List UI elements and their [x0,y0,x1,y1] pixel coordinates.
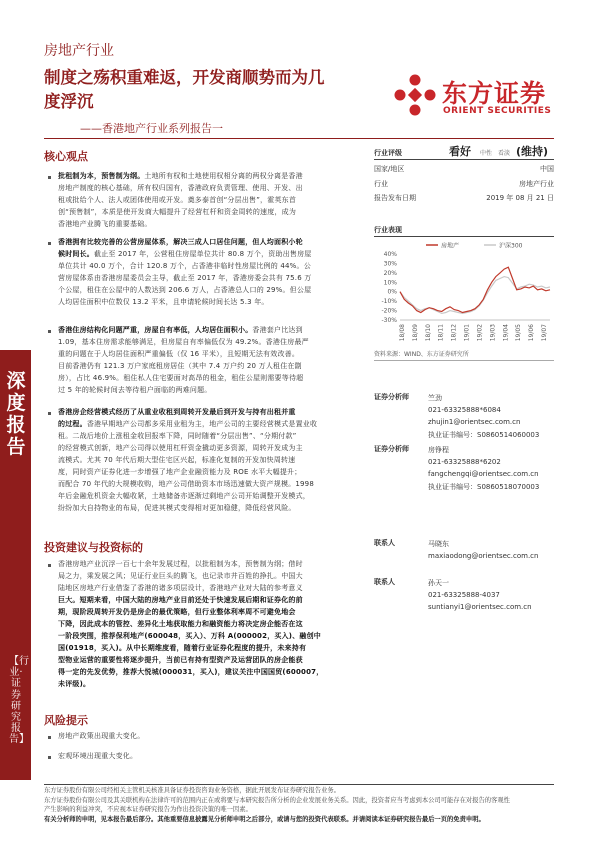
bullet [48,564,51,567]
text-line: 纷纷加大自持物业的布局，促进其模式变得相对更加稳健，降低经营风险。 [58,504,296,512]
disclaimer [44,786,554,824]
bullet [48,412,51,415]
contact-name: 孙天一 [428,579,449,587]
x-tick-label: 18/09 [411,324,419,342]
contact-name: 马晓东 [428,540,449,548]
text-line: 得一定的先发优势，推荐大悦城(000031，买入)，建议关注中国国贸(600007， [58,668,324,676]
industry-label: 房地产行业 [44,43,114,59]
analyst-cert: 执业证书编号：S0860514060003 [428,430,540,439]
industry-performance-chart [374,238,554,348]
contact-email[interactable]: suntianyi1@orientsec.com.cn [428,603,532,612]
legend-label: 房地产 [441,242,460,250]
core-view-4-bold: 香港房企经营模式经历了从重业收租到周转开发最后到开发与持有出租并重 [58,408,296,416]
report-series: ——香港地产行业系列报告一 [80,122,223,135]
disclaimer-line: 东方证券股份有限公司及其关联机构在法律许可的范围内正在或将要与本研究报告所分析的企业发展业务关系。因此，投资者应当考虑到本公司可能存在对报告的客观性 [44,796,510,804]
text-line: 土地所有权和土地使用权相分离的两权分离是香港 [144,172,303,180]
rating-row-value: 中国 [540,165,554,173]
analyst-1 [428,392,539,441]
investment-text [58,558,368,690]
analyst-cert: 执业证书编号：S0860518070003 [428,482,540,491]
y-tick-label: -30% [381,317,397,324]
rating-row-key: 报告发布日期 [374,194,416,202]
rating-value: 看好 [449,145,471,158]
y-tick-label: 30% [383,260,397,268]
analyst-email[interactable]: zhujin1@orientsec.com.cn [428,418,521,427]
text-line: 1.09，基本住房需求能够满足，但房屋自有率偏低仅为 49.2%。香港住房最严 [58,338,309,346]
core-view-3 [58,324,368,396]
chart-bottom-divider [374,360,554,361]
text-line: 人均居住面积中位数仅 13.2 平米，且申请轮候时间长达 5.3 年。 [58,298,269,306]
y-tick-label: 20% [383,269,397,277]
text-line: 房），占比 46.9%。租住私人住宅要面对高昂的租金，租住公屋则需要等待超 [58,374,304,382]
contact-role: 联系人 [374,539,395,547]
core-view-2 [58,236,368,308]
text-line: 个公屋，租住在公屋中的人数达到 206.6 万人，占香港总人口的 29%。但公屋 [58,286,312,294]
text-line: 度，同时资产证券化进一步增强了地产企业融资能力及 ROE 水平大幅提升； [58,468,302,476]
analyst-email[interactable]: fangchengqi@orientsec.com.cn [428,470,539,479]
footer-divider [44,784,554,785]
risk-item-2: 宏观环境出现重大变化。 [58,752,138,760]
core-view-4-bold2: 的过程。 [58,420,87,428]
text-line: 未评级)。 [58,680,91,688]
text-line: 型物业运营的重要性将逐步提升，当前已有持有型资产及运营团队的房企能获 [58,656,303,664]
x-tick-label: 19/04 [502,324,510,342]
bullet [48,330,51,333]
text-line: 租。二战后地价上涨租金收回报率下降，同时随着“分层出售”、“分期付款” [58,432,297,440]
core-view-3-bold: 香港住房结构化问题严重，房屋自有率低，人均居住面积小。 [58,326,253,334]
y-tick-label: 10% [383,279,397,287]
text-line: 而配合 70 年代的大规模收购，地产公司借助资本市场迅速做大资产规模。1998 [58,480,314,488]
text-line: 创“预售制”，本质是使开发商大幅提升了经营杠杆和资金周转的速度，成为 [58,208,297,216]
series-line-real-estate [400,267,550,312]
bullet [48,242,51,245]
text-line: 国(01918，买入)。从中长期维度看，随着行业证券化程度的提升，未来持有 [58,644,307,652]
text-line: 过 5 年的轮候时间去等待租户面临的两难问题。 [58,386,212,394]
text-line: 香港房地产业沉浮一百七十余年发展过程，以批租制为本，预售制为纲；借时 [58,560,303,568]
series-line-property [400,277,550,314]
text-line: 营房屋体系由香港房屋委员会主导，截止至 2017 年，香港房委会共有 75.6 万 [58,274,312,282]
report-category-label: 【行业·证券研究报告】 [9,656,29,746]
x-tick-label: 19/02 [476,324,484,342]
bullet [48,736,51,739]
rating-scale-negative: 看淡 [498,150,511,157]
core-view-4 [58,406,368,514]
text-line: 香港套户比达到 [252,326,303,334]
core-view-1-bold: 批租制为本，预售制为纲。 [58,172,145,180]
company-name-cn: 东方证券 [442,79,547,108]
legend-label: 沪深300 [499,242,523,250]
header-divider [44,138,554,139]
contact-1 [428,538,538,562]
core-view-1 [58,170,368,230]
x-tick-label: 18/08 [399,324,406,342]
rating-label: 行业评级 [374,149,402,157]
text-line: 的经营模式创新，地产公司得以使用杠杆资金撬动更多资源，周转开发成为主 [58,444,303,452]
y-tick-label: 40% [383,251,397,258]
text-line: 巨大。短期来看，中国大陆的房地产业目前还处于快速发展后期和证券化的前 [58,596,303,604]
x-tick-label: 19/05 [515,324,523,342]
text-line: 截止至 2017 年，公营租住房屋单位共计 80.8 万个，资助出售房屋 [94,250,312,258]
y-tick-label: -20% [381,307,397,315]
text-line: 年后金融危机资金大幅收紧，土地储备亦逐渐过剩地产公司开始调整开发模式， [58,492,310,500]
chart-heading: 行业表现 [374,226,402,234]
analyst-role: 证券分析师 [374,445,409,453]
report-title-line1: 制度之殇积重难返，开发商顺势而为几 [44,68,325,87]
analyst-2 [428,444,539,493]
risk-item-1: 房地产政策出现重大变化。 [58,732,145,740]
investment-heading: 投资建议与投资标的 [44,541,143,554]
text-line: 香港地产业腾飞的重要基础。 [58,220,152,228]
core-views-heading: 核心观点 [44,150,88,163]
report-type-label: 深度报告 [6,370,26,458]
text-line: 一阶段突围，推荐保利地产(600048，买入）、万科 A(000002，买入)、融创中 [58,632,321,640]
chart-source: 资料来源：WIND、东方证券研究所 [374,351,469,358]
chart-divider [374,236,554,237]
y-tick-label: -10% [381,298,397,306]
disclaimer-line: 东方证券股份有限公司经相关主管机关核准具备证券投资咨询业务资格，据此开展发布证券研究报告业务。 [44,787,340,794]
analyst-name: 房铮程 [428,446,449,454]
disclaimer-bold: 有关分析师的申明，见本报告最后部分。其他重要信息披露见分析师申明之后部分，或请与您的投资代表联系。并请阅读本证券研究报告最后一页的免责申明。 [44,815,485,823]
rating-divider [374,159,554,160]
x-tick-label: 18/11 [437,324,445,342]
contact-phone: 021-63325888-4037 [428,591,500,600]
text-line: 房地产制度的核心基础，所有权归国有，香港政府负责管理、使用、开发、出 [58,184,303,192]
text-line: 目前香港仍有 121.3 万户家庭租房居住（其中 7.4 万户约 20 万人租住在劏 [58,362,302,370]
analyst-name: 竺劲 [428,394,442,402]
company-name-en: ORIENT SECURITIES [443,106,552,116]
rating-row-key: 行业 [374,180,388,188]
x-tick-label: 18/12 [450,324,458,342]
disclaimer-line: 产生影响的利益冲突，不应视本证券研究报告为作出投资决策的唯一因素。 [44,806,252,813]
x-tick-label: 19/07 [541,324,548,342]
rating-maintain: (维持) [516,145,549,158]
contact-2 [428,577,532,614]
x-tick-label: 18/10 [424,324,432,342]
report-title-line2: 度浮沉 [44,92,94,111]
text-line: 陆地区房地产行业借鉴了香港的诸多项层设计，香港地产业对大陆的参考意义 [58,584,303,592]
text-line: 下降，因此成本的管控、差异化土地获取能力和融资能力将决定房企能否在这 [58,620,303,628]
core-view-2-bold2: 候时间长。 [58,250,94,258]
y-tick-label: 0% [387,288,397,296]
contact-role: 联系人 [374,578,395,586]
text-line: 租或批给个人、法人或团体使用或开发。奠多泰首创“分层出售”，霍英东首 [58,196,297,204]
analyst-phone: 021-63325888*6202 [428,458,501,467]
analyst-role: 证券分析师 [374,393,409,401]
x-tick-label: 19/01 [463,324,471,342]
rating-row-value: 2019 年 08 月 21 日 [486,194,554,202]
analyst-phone: 021-63325888*6084 [428,406,501,415]
rating-scale-neutral: 中性 [480,150,493,157]
text-line: 流模式。尤其 70 年代后期大型住宅区兴起，标准化复制的开发加快周转速 [58,456,296,464]
contact-email[interactable]: maxiaodong@orientsec.com.cn [428,552,539,561]
core-view-2-bold: 香港拥有比较完善的公营房屋体系，解决三成人口居住问题，但人均面积小轮 [58,238,303,246]
rating-row-value: 房地产行业 [519,180,554,188]
risk-heading: 风险提示 [44,714,88,727]
x-tick-label: 19/06 [528,324,536,342]
text-line: 香港早期地产公司都多采用业租为主，地产公司的主要经营模式是置业收 [86,420,318,428]
x-tick-label: 19/03 [489,324,497,342]
text-line: 单位共计 40.0 万个，合计 120.8 万个，占香港非临时性房屋比例的 44%。公 [58,262,311,270]
text-line: 重的问题在于人均居住面积严重偏低（仅 16 平米），且短期无法有效改善。 [58,350,300,358]
bullet [48,756,51,759]
bullet [48,176,51,179]
company-logo-icon [394,74,436,116]
rating-row-key: 国家/地区 [374,165,405,173]
text-line: 局之力，乘发展之风；见证行业巨头的腾飞，也记录市井百姓的挣扎。中国大 [58,572,303,580]
text-line: 期，现阶段周转开发仍是房企的最优策略，但行业整体利率周不可避免地会 [58,608,296,616]
